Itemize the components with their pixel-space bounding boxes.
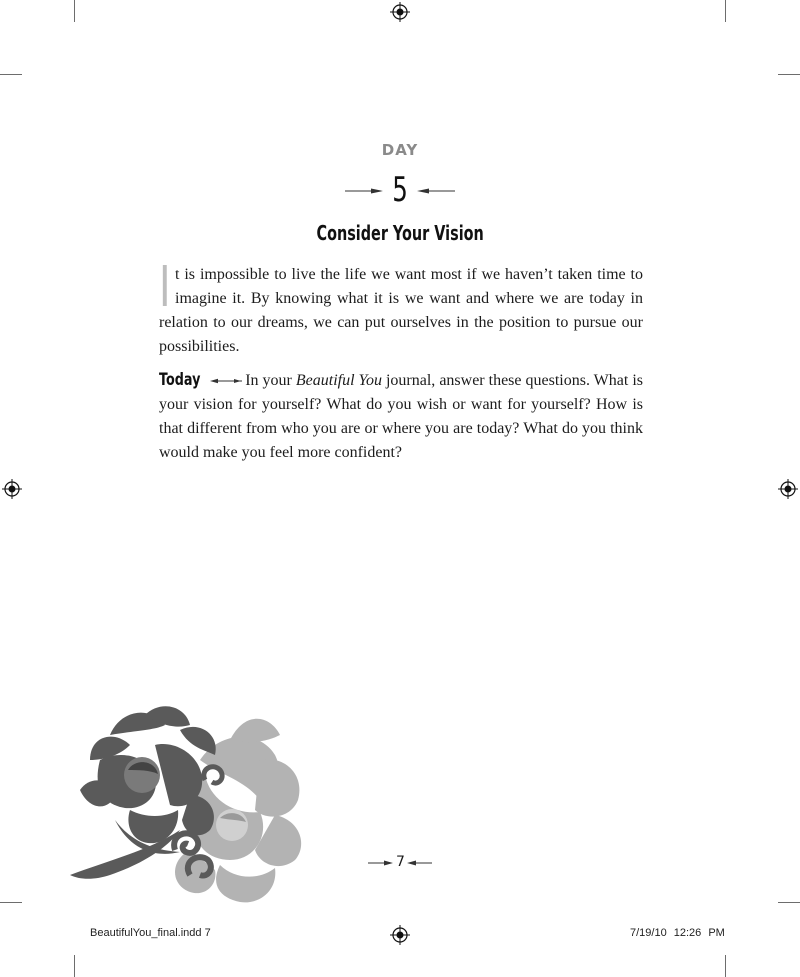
intro-text: t is impossible to live the life we want most if we haven’t taken time to imagine it. By knowing what it is we want and where we are today in relation to our dreams, we can put ourselves in the position to pursue our possibilities.	[159, 266, 643, 355]
registration-mark-icon	[390, 925, 410, 945]
day-number: 5	[392, 170, 408, 210]
slug-time: 12:26 PM	[673, 927, 725, 939]
today-paragraph	[159, 368, 643, 465]
drop-cap: I	[159, 255, 171, 320]
crop-mark	[0, 74, 22, 75]
registration-mark-icon	[778, 479, 798, 499]
intro-paragraph	[159, 255, 643, 359]
today-label: Today	[159, 370, 201, 390]
folio-left-arrow-icon	[368, 860, 394, 866]
crop-mark	[74, 0, 75, 22]
page-number: 7	[396, 854, 405, 870]
page-number-block	[360, 852, 440, 872]
day-number-heading	[0, 168, 800, 212]
slug-filename: BeautifulYou_final.indd 7	[90, 927, 211, 939]
journal-title: Beautiful You	[295, 372, 382, 389]
registration-mark-icon	[2, 479, 22, 499]
today-text-after: journal, answer these questions. What is your vision for yourself? What do you wish or want for yourself? How is that different from who you are or where you are today? What do you think would make you feel more confident?	[159, 372, 643, 461]
crop-mark	[778, 74, 800, 75]
today-arrow-icon	[210, 378, 242, 384]
lotus-flower-illustration	[70, 700, 310, 915]
slug-datetime	[630, 927, 725, 939]
today-text-before: In your	[245, 372, 296, 389]
right-ornament-arrow-icon	[415, 188, 455, 194]
crop-mark	[725, 0, 726, 22]
folio-right-arrow-icon	[406, 860, 432, 866]
chapter-title	[0, 221, 800, 245]
crop-mark	[74, 955, 75, 977]
crop-mark	[725, 955, 726, 977]
crop-mark	[778, 902, 800, 903]
day-label: DAY	[381, 141, 419, 159]
registration-mark-icon	[390, 2, 410, 22]
slug-date: 7/19/10	[630, 927, 667, 939]
chapter-title-text: Consider Your Vision	[316, 221, 484, 245]
crop-mark	[0, 902, 22, 903]
